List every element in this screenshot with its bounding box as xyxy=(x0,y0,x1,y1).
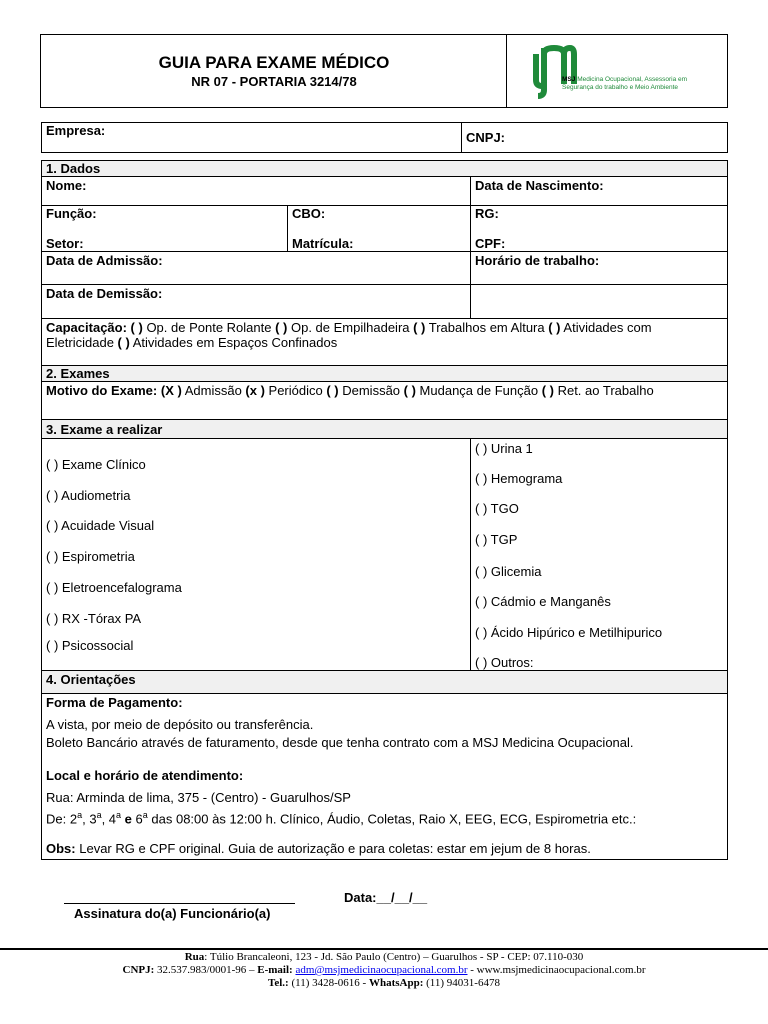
footer-cnpj-label: CNPJ: xyxy=(122,964,155,976)
empresa-field[interactable]: Empresa: xyxy=(46,123,106,138)
date-blank[interactable]: __/__/__ xyxy=(376,890,428,905)
footer-line-1 xyxy=(0,951,768,964)
rule xyxy=(41,205,728,206)
footer xyxy=(0,951,768,990)
sup-6: a xyxy=(142,810,148,820)
capacitacao-row xyxy=(42,319,726,351)
exam-glicemia[interactable]: ( ) Glicemia xyxy=(475,564,542,579)
capacitacao-eletricidade-label: Atividades com Eletricidade xyxy=(46,320,652,350)
endereco-line: Rua: Arminda de lima, 375 - (Centro) - Guarulhos/SP xyxy=(46,790,351,805)
section-realizar-title: 3. Exame a realizar xyxy=(46,422,163,437)
exam-cadmio-manganes[interactable]: ( ) Cádmio e Manganês xyxy=(475,594,611,609)
capacitacao-checkbox-eletricidade[interactable]: ( ) xyxy=(548,320,561,335)
capacitacao-confinados-label: Atividades em Espaços Confinados xyxy=(129,335,338,350)
signature-label: Assinatura do(a) Funcionário(a) xyxy=(74,906,271,921)
motivo-checkbox-retorno[interactable]: ( ) xyxy=(541,383,554,398)
capacitacao-empilhadeira-label: Op. de Empilhadeira xyxy=(287,320,414,335)
dias-rest: das 08:00 às 12:00 h. Clínico, Áudio, Coletas, Raio X, EEG, ECG, Espirometria etc.: xyxy=(147,811,637,827)
empresa-box xyxy=(41,122,728,153)
motivo-demissao-label: Demissão xyxy=(338,383,404,398)
footer-whats-label: WhatsApp: xyxy=(368,977,424,989)
capacitacao-ponte-label: Op. de Ponte Rolante xyxy=(142,320,276,335)
section-orientacoes-header xyxy=(42,671,727,693)
logo-text-line2: Segurança do trabalho e Meio Ambiente xyxy=(562,84,678,91)
date-field[interactable] xyxy=(344,890,427,905)
motivo-checkbox-mudanca[interactable]: ( ) xyxy=(403,383,416,398)
section-exames-title: 2. Exames xyxy=(46,366,110,381)
rule xyxy=(41,693,728,694)
dia-6: 6 xyxy=(135,811,143,827)
rule xyxy=(41,176,728,177)
exam-audiometria[interactable]: ( ) Audiometria xyxy=(46,488,131,503)
footer-line-2 xyxy=(0,964,768,977)
obs-line xyxy=(46,841,591,856)
exam-urina[interactable]: ( ) Urina 1 xyxy=(475,441,533,456)
dia-3: , 3 xyxy=(82,811,97,827)
footer-email-label: E-mail: xyxy=(257,964,293,976)
exam-espirometria[interactable]: ( ) Espirometria xyxy=(46,549,135,564)
motivo-mudanca-label: Mudança de Função xyxy=(415,383,542,398)
sup-2: a xyxy=(77,810,83,820)
dias-prefix: De: 2 xyxy=(46,811,78,827)
rule xyxy=(470,438,471,670)
exam-rx-torax[interactable]: ( ) RX -Tórax PA xyxy=(46,611,142,626)
exam-eletroencefalograma[interactable]: ( ) Eletroencefalograma xyxy=(46,580,182,595)
local-label: Local e horário de atendimento: xyxy=(46,768,244,783)
exam-tgo[interactable]: ( ) TGO xyxy=(475,501,519,516)
logo-brand: MSJ xyxy=(562,76,576,83)
demissao-field[interactable]: Data de Demissão: xyxy=(46,286,163,301)
capacitacao-checkbox-ponte[interactable]: ( ) xyxy=(130,320,143,335)
capacitacao-checkbox-empilhadeira[interactable]: ( ) xyxy=(275,320,288,335)
capacitacao-checkbox-altura[interactable]: ( ) xyxy=(413,320,426,335)
motivo-checkbox-admissao[interactable]: (X ) xyxy=(160,383,182,398)
motivo-checkbox-periodico[interactable]: (x ) xyxy=(245,383,265,398)
rule xyxy=(41,438,728,439)
motivo-row xyxy=(42,382,726,399)
footer-rua: : Túlio Brancaleoni, 123 - Jd. São Paulo (Centro) – Guarulhos - SP - CEP: 07.110-030 xyxy=(204,951,584,963)
exam-acuidade-visual[interactable]: ( ) Acuidade Visual xyxy=(46,518,155,533)
rule xyxy=(287,205,288,251)
footer-email-link[interactable]: adm@msjmedicinaocupacional.com.br xyxy=(295,964,468,976)
exam-clinico[interactable]: ( ) Exame Clínico xyxy=(46,457,146,472)
nascimento-field[interactable]: Data de Nascimento: xyxy=(475,178,604,193)
rg-field[interactable]: RG: xyxy=(475,206,499,221)
exam-tgp[interactable]: ( ) TGP xyxy=(475,532,518,547)
capacitacao-checkbox-confinados[interactable]: ( ) xyxy=(117,335,130,350)
pagamento-line-2: Boleto Bancário através de faturamento, desde que tenha contrato com a MSJ Medicina Ocupacional. xyxy=(46,735,634,750)
motivo-periodico-label: Periódico xyxy=(264,383,327,398)
section-dados-title: 1. Dados xyxy=(46,161,101,176)
footer-line-3 xyxy=(0,977,768,990)
signature-line xyxy=(64,903,295,904)
setor-field[interactable]: Setor: xyxy=(46,236,84,251)
motivo-label: Motivo do Exame: xyxy=(46,383,158,398)
capacitacao-altura-label: Trabalhos em Altura xyxy=(425,320,549,335)
horario-field[interactable]: Horário de trabalho: xyxy=(475,253,600,268)
obs-label: Obs: xyxy=(46,841,76,856)
exam-acido-hipurico[interactable]: ( ) Ácido Hipúrico e Metilhipurico xyxy=(475,625,663,640)
cbo-field[interactable]: CBO: xyxy=(292,206,326,221)
footer-rua-label: Rua xyxy=(184,951,205,963)
matricula-field[interactable]: Matrícula: xyxy=(292,236,354,251)
obs-text: Levar RG e CPF original. Guia de autorização e para coletas: estar em jejum de 8 horas. xyxy=(75,841,591,856)
nome-field[interactable]: Nome: xyxy=(46,178,87,193)
admissao-field[interactable]: Data de Admissão: xyxy=(46,253,163,268)
horario-atendimento-line xyxy=(46,808,636,826)
motivo-admissao-label: Admissão xyxy=(181,383,246,398)
footer-tel: (11) 3428-0616 - xyxy=(288,977,369,989)
logo-text-line1: Medicina Ocupacional, Assessoria em xyxy=(577,76,688,83)
footer-whats: (11) 94031-6478 xyxy=(423,977,500,989)
motivo-retorno-label: Ret. ao Trabalho xyxy=(553,383,654,398)
cpf-field[interactable]: CPF: xyxy=(475,236,506,251)
funcao-field[interactable]: Função: xyxy=(46,206,97,221)
footer-cnpj: 32.537.983/0001-96 – xyxy=(154,964,258,976)
page-title: GUIA PARA EXAME MÉDICO xyxy=(158,53,390,72)
pagamento-label: Forma de Pagamento: xyxy=(46,695,183,710)
footer-rule xyxy=(0,948,768,950)
sup-4: a xyxy=(116,810,122,820)
cnpj-field[interactable]: CNPJ: xyxy=(466,130,506,145)
date-label: Data: xyxy=(344,890,377,905)
page-subtitle: NR 07 - PORTARIA 3214/78 xyxy=(191,74,357,89)
section-orientacoes-title: 4. Orientações xyxy=(46,672,136,687)
sup-3: a xyxy=(96,810,102,820)
capacitacao-label: Capacitação: xyxy=(46,320,127,335)
footer-site: - www.msjmedicinaocupacional.com.br xyxy=(467,964,646,976)
pagamento-line-1: A vista, por meio de depósito ou transferência. xyxy=(46,717,314,732)
section-exames-header xyxy=(42,366,727,381)
section-dados-header xyxy=(42,161,727,176)
motivo-checkbox-demissao[interactable]: ( ) xyxy=(326,383,339,398)
dia-4: , 4 xyxy=(101,811,117,827)
logo-text xyxy=(562,76,687,92)
exam-outros[interactable]: ( ) Outros: xyxy=(475,655,534,670)
exam-hemograma[interactable]: ( ) Hemograma xyxy=(475,471,563,486)
footer-tel-label: Tel.: xyxy=(268,977,289,989)
exam-psicossocial[interactable]: ( ) Psicossocial xyxy=(46,638,134,653)
e-word: e xyxy=(121,811,136,827)
